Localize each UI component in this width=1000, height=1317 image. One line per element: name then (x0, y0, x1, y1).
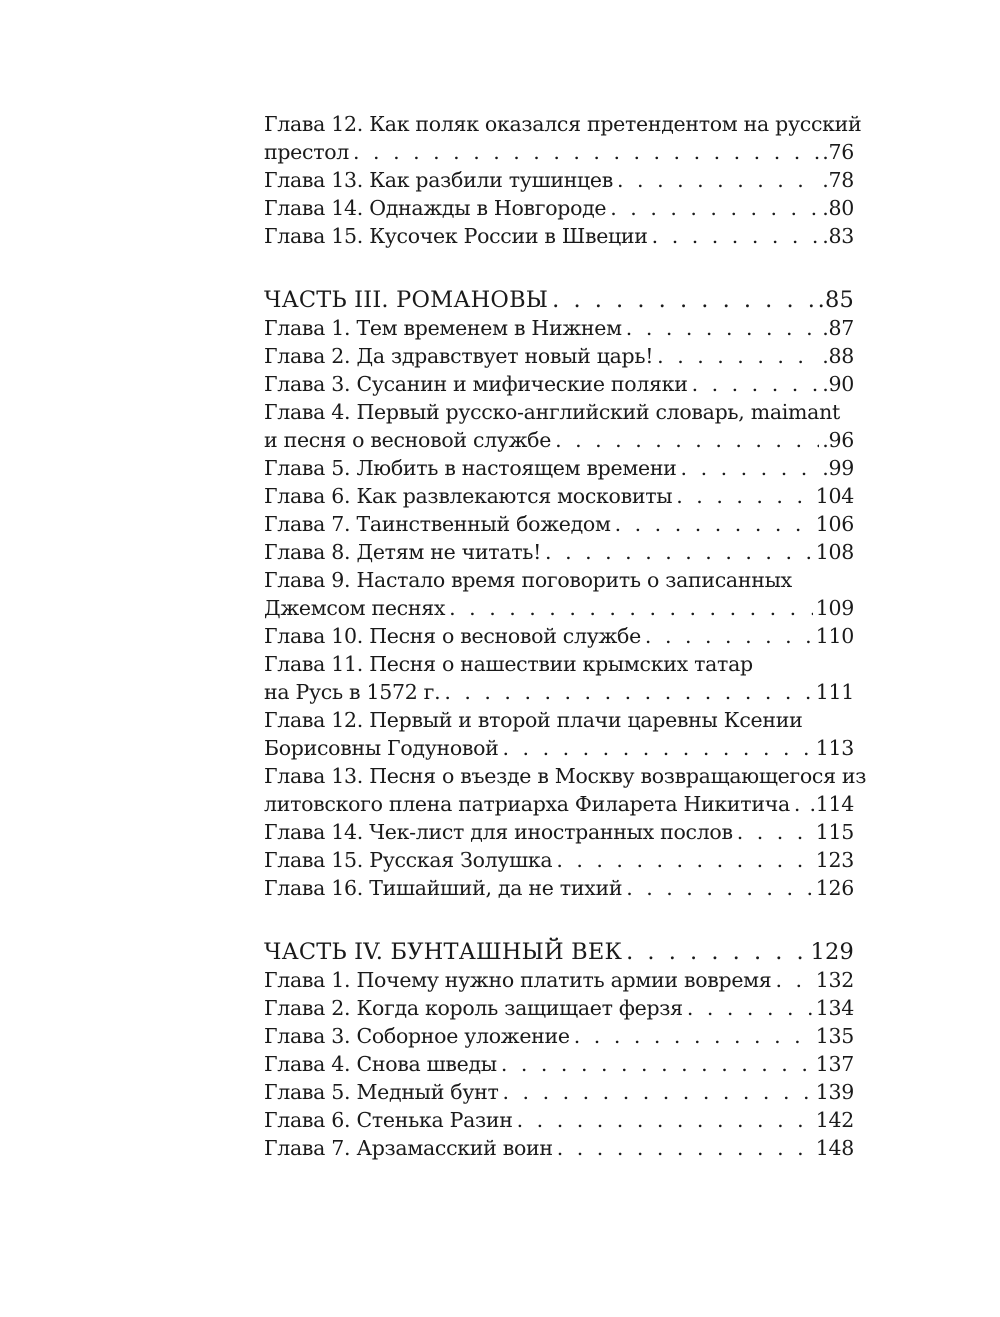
toc-page-number: .85 (817, 287, 854, 313)
toc-entry[interactable] (264, 510, 854, 538)
toc-page-number: 126 (815, 876, 854, 900)
toc-entry[interactable] (264, 622, 854, 650)
toc-entry-title: Глава 12. Первый и второй плачи царевны Ксении (264, 708, 803, 732)
toc-entry[interactable] (264, 1022, 854, 1050)
toc-entry-title: Глава 9. Настало время поговорить о записанных (264, 568, 792, 592)
dot-leader (449, 594, 813, 622)
toc-entry-title: Глава 3. Соборное уложение (264, 1024, 570, 1048)
toc-entry-line (264, 426, 854, 454)
dot-leader (645, 622, 813, 650)
toc-entry[interactable] (264, 1078, 854, 1106)
toc-page-number: 110 (815, 624, 854, 648)
toc-entry-title: Глава 7. Арзамасский воин (264, 1136, 553, 1160)
toc-entry[interactable] (264, 650, 854, 706)
toc-entry-title: Глава 6. Как развлекаются московиты (264, 484, 673, 508)
toc-entry-title: Глава 5. Любить в настоящем времени (264, 456, 677, 480)
dot-leader (626, 938, 807, 966)
toc-page-number: 108 (815, 540, 854, 564)
toc-entry-line (264, 706, 854, 734)
dot-leader (692, 370, 820, 398)
toc-entry-title: Глава 7. Таинственный божедом (264, 512, 611, 536)
toc-entry-title: Глава 5. Медный бунт (264, 1080, 499, 1104)
toc-page-number: 132 (815, 968, 854, 992)
toc-entry-line (264, 790, 854, 818)
toc-page-number: .87 (822, 316, 854, 340)
dot-leader (556, 846, 812, 874)
toc-entry[interactable] (264, 314, 854, 342)
dot-leader (657, 342, 819, 370)
toc-entry-title: Глава 1. Тем временем в Нижнем (264, 316, 622, 340)
toc-page-number: 129 (810, 939, 854, 965)
dot-leader (517, 1106, 813, 1134)
toc-entry-line (264, 678, 854, 706)
toc-page-number: 104 (815, 484, 854, 508)
toc-entry-line (264, 566, 854, 594)
toc-entry-title: Глава 2. Когда король защищает ферзя (264, 996, 683, 1020)
toc-entry[interactable] (264, 566, 854, 622)
toc-entry[interactable] (264, 454, 854, 482)
toc-page-number: .88 (822, 344, 854, 368)
toc-entry-title: Глава 15. Русская Золушка (264, 848, 553, 872)
toc-page-number: 106 (815, 512, 854, 536)
dot-leader (687, 994, 813, 1022)
dot-leader (574, 1022, 813, 1050)
dot-leader (501, 1050, 813, 1078)
toc-entry-title: Глава 8. Детям не читать! (264, 540, 542, 564)
toc-entry[interactable] (264, 874, 854, 902)
toc-entry[interactable] (264, 966, 854, 994)
toc-page-number: .78 (822, 168, 854, 192)
toc-page-number: 123 (815, 848, 854, 872)
toc-entry[interactable] (264, 762, 867, 818)
toc-entry-line (264, 138, 854, 166)
toc-page-number: .83 (822, 224, 854, 248)
toc-entry-title: Глава 4. Снова шведы (264, 1052, 497, 1076)
toc-entry-title: Глава 2. Да здравствует новый царь! (264, 344, 654, 368)
toc-entry-title: Глава 11. Песня о нашествии крымских татар (264, 652, 753, 676)
dot-leader (552, 286, 814, 314)
toc-entry-title: Борисовны Годуновой (264, 736, 499, 760)
toc-entry[interactable] (264, 538, 854, 566)
toc-page-number: .80 (822, 196, 854, 220)
toc-entry-title: Джемсом песнях (264, 596, 446, 620)
part-title: ЧАСТЬ IV. БУНТАШНЫЙ ВЕК (264, 939, 623, 965)
toc-entry[interactable] (264, 1134, 854, 1162)
toc-entry-title: Глава 14. Чек-лист для иностранных послов (264, 820, 733, 844)
toc-entry[interactable] (264, 846, 854, 874)
toc-page-number: .99 (822, 456, 854, 480)
toc-entry-title: Глава 16. Тишайший, да не тихий (264, 876, 623, 900)
toc-page-number: 111 (815, 680, 854, 704)
toc-entry-title: Глава 6. Стенька Разин (264, 1108, 513, 1132)
toc-entry[interactable] (264, 994, 854, 1022)
toc-page-number: 148 (815, 1136, 854, 1160)
toc-entry-title: Глава 12. Как поляк оказался претендентом на русский (264, 112, 862, 136)
toc-entry-title: Глава 13. Песня о въезде в Москву возвращающегося из (264, 764, 867, 788)
toc-entry-title: Глава 13. Как разбили тушинцев (264, 168, 614, 192)
toc-entry-title: Глава 1. Почему нужно платить армии вовремя (264, 968, 772, 992)
toc-entry[interactable] (264, 370, 854, 398)
table-of-contents (264, 110, 867, 1162)
toc-entry[interactable] (264, 1050, 854, 1078)
toc-page-number: .90 (822, 372, 854, 396)
dot-leader (503, 734, 813, 762)
toc-page-number: 137 (815, 1052, 854, 1076)
dot-leader (617, 166, 819, 194)
dot-leader (681, 454, 820, 482)
toc-entry-title: Глава 4. Первый русско-английский словарь, maimant (264, 400, 840, 424)
toc-entry-line (264, 110, 862, 138)
toc-page-number: 139 (815, 1080, 854, 1104)
section-spacer (264, 902, 854, 938)
dot-leader (555, 426, 819, 454)
toc-entry[interactable] (264, 110, 862, 166)
toc-entry-line (264, 398, 854, 426)
dot-leader (444, 678, 812, 706)
section-spacer (264, 250, 854, 286)
dot-leader (737, 818, 813, 846)
toc-entry[interactable] (264, 706, 854, 762)
toc-entry[interactable] (264, 482, 854, 510)
toc-entry-title: на Русь в 1572 г. (264, 680, 441, 704)
toc-entry-line (264, 594, 854, 622)
dot-leader (626, 314, 820, 342)
toc-entry-title: литовского плена патриарха Филарета Никитича (264, 792, 790, 816)
toc-page-number: 134 (815, 996, 854, 1020)
toc-page-number: .76 (822, 140, 854, 164)
toc-entry[interactable] (264, 166, 854, 194)
dot-leader (557, 1134, 813, 1162)
dot-leader (676, 482, 813, 510)
toc-page-number: .114 (809, 792, 854, 816)
dot-leader (545, 538, 813, 566)
dot-leader (615, 510, 813, 538)
toc-entry[interactable] (264, 398, 854, 454)
toc-entry-title: и песня о весновой службе (264, 428, 552, 452)
toc-entry[interactable] (264, 818, 854, 846)
dot-leader (775, 966, 812, 994)
toc-page-number: 115 (815, 820, 854, 844)
toc-page-number: 142 (815, 1108, 854, 1132)
part-heading[interactable] (264, 286, 854, 314)
part-title: ЧАСТЬ III. РОМАНОВЫ (264, 287, 549, 313)
toc-entry-line (264, 650, 854, 678)
part-heading[interactable] (264, 938, 854, 966)
toc-entry-title: Глава 15. Кусочек России в Швеции (264, 224, 648, 248)
dot-leader (626, 874, 813, 902)
dot-leader (610, 194, 819, 222)
toc-page-number: 109 (815, 596, 854, 620)
dot-leader (652, 222, 820, 250)
toc-entry-title: престол (264, 140, 350, 164)
toc-entry-line (264, 734, 854, 762)
dot-leader (794, 790, 807, 818)
toc-entry-title: Глава 10. Песня о весновой службе (264, 624, 641, 648)
toc-page-number: .96 (822, 428, 854, 452)
toc-entry[interactable] (264, 1106, 854, 1134)
toc-page-number: 135 (815, 1024, 854, 1048)
toc-entry-title: Глава 3. Сусанин и мифические поляки (264, 372, 688, 396)
dot-leader (503, 1078, 813, 1106)
dot-leader (353, 138, 819, 166)
toc-entry[interactable] (264, 342, 854, 370)
toc-entry[interactable] (264, 194, 854, 222)
toc-entry-title: Глава 14. Однажды в Новгороде (264, 196, 607, 220)
toc-entry[interactable] (264, 222, 854, 250)
toc-page-number: 113 (815, 736, 854, 760)
toc-entry-line (264, 762, 867, 790)
